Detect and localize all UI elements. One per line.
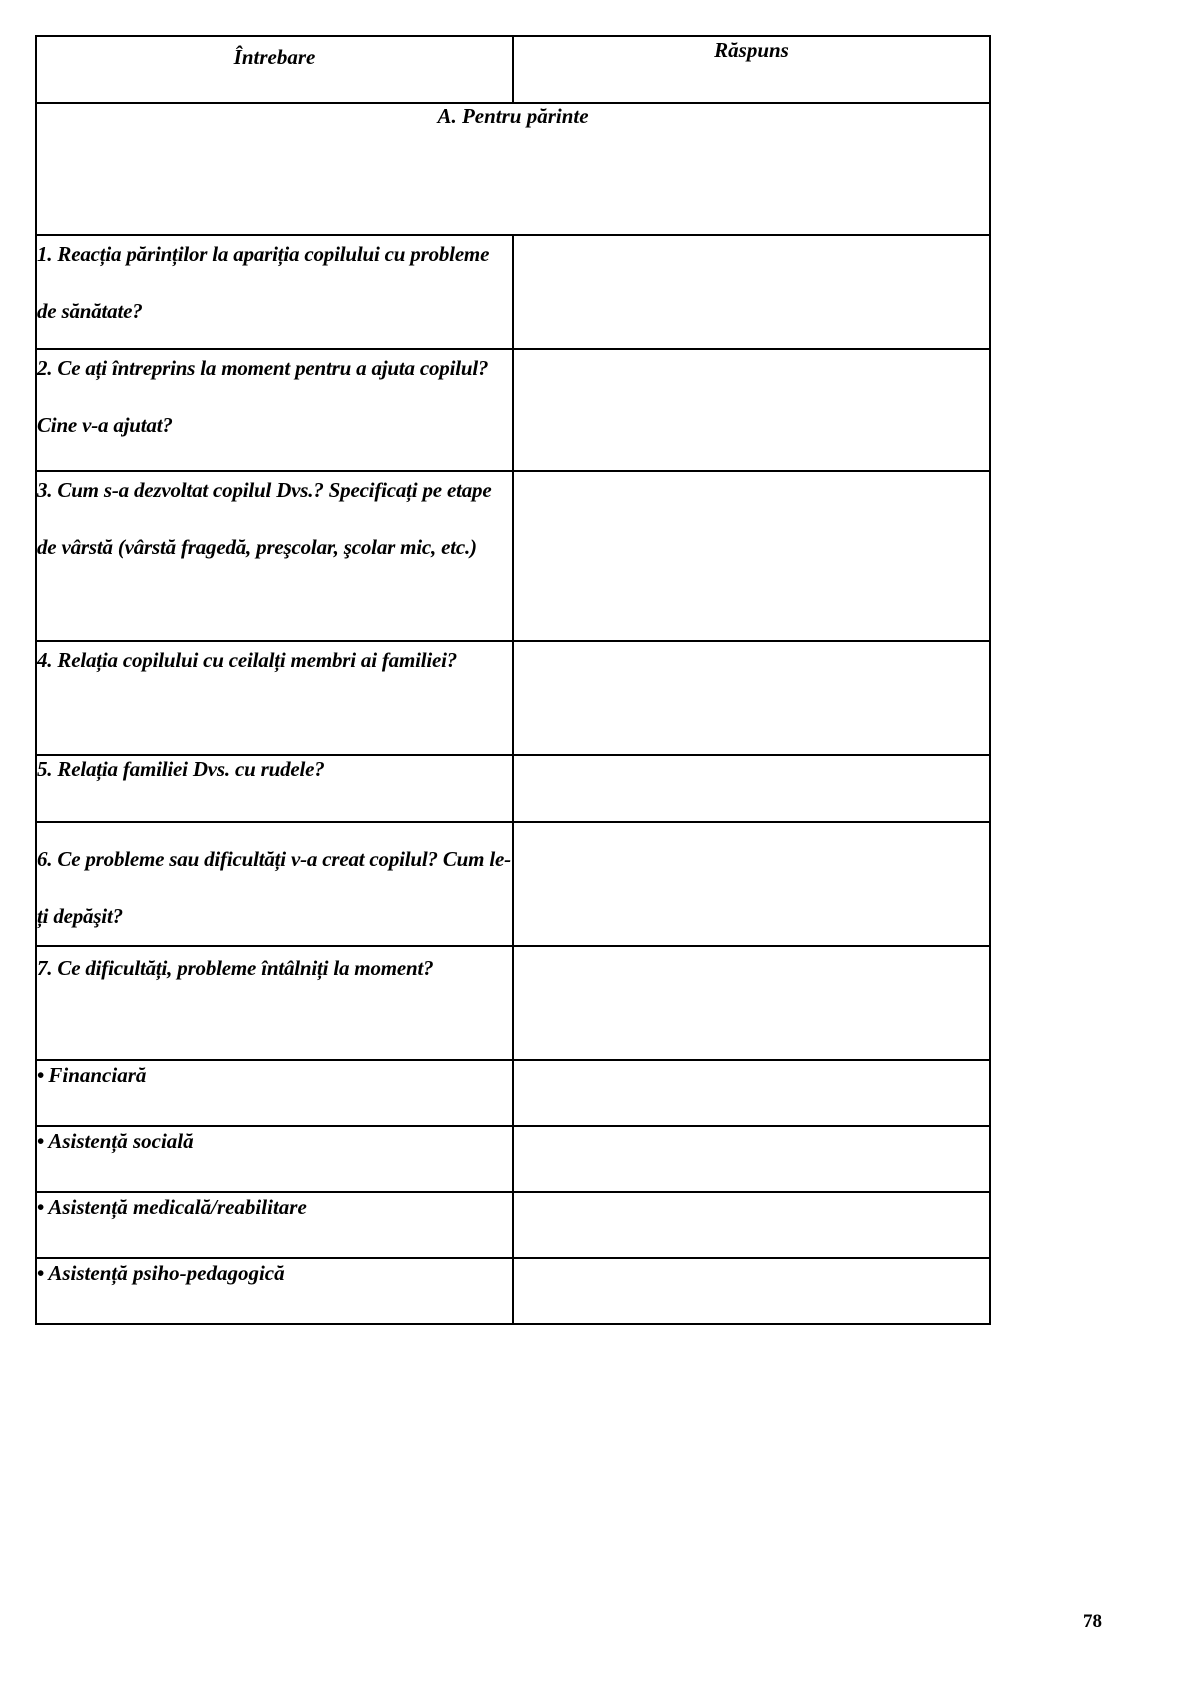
answer-column-header: Răspuns bbox=[513, 36, 990, 103]
table-row bbox=[36, 822, 990, 946]
answer-cell[interactable] bbox=[513, 946, 990, 1060]
answer-cell[interactable] bbox=[513, 822, 990, 946]
answer-cell[interactable] bbox=[513, 1060, 990, 1126]
bullet-icon: • bbox=[37, 1129, 45, 1153]
sub-item-text: Asistență psiho-pedagogică bbox=[48, 1261, 285, 1285]
question-text: 6. Ce probleme sau dificultăți v-a creat copilul? Cum le-ți depăşit? bbox=[37, 847, 511, 928]
table-row bbox=[36, 641, 990, 755]
section-title-cell bbox=[36, 103, 990, 235]
answer-cell[interactable] bbox=[513, 755, 990, 822]
question-text: 4. Relația copilului cu ceilalți membri ai familiei? bbox=[37, 648, 458, 672]
sub-item-cell bbox=[36, 1258, 513, 1324]
answer-cell[interactable] bbox=[513, 1258, 990, 1324]
section-row bbox=[36, 103, 990, 235]
answer-cell[interactable] bbox=[513, 641, 990, 755]
question-cell bbox=[36, 471, 513, 641]
sub-item-row bbox=[36, 1060, 990, 1126]
table-row bbox=[36, 946, 990, 1060]
page-number: 78 bbox=[1083, 1611, 1102, 1632]
question-cell bbox=[36, 822, 513, 946]
question-text: 7. Ce dificultăți, probleme întâlniți la moment? bbox=[37, 956, 434, 980]
answer-cell[interactable] bbox=[513, 349, 990, 471]
question-cell bbox=[36, 946, 513, 1060]
question-cell bbox=[36, 755, 513, 822]
sub-item-text: Asistență socială bbox=[48, 1129, 194, 1153]
answer-cell[interactable] bbox=[513, 1192, 990, 1258]
question-cell bbox=[36, 641, 513, 755]
question-text: 3. Cum s-a dezvoltat copilul Dvs.? Specificați pe etape de vârstă (vârstă fragedă, preşcolar, şcolar mic, etc.) bbox=[37, 478, 492, 559]
question-cell bbox=[36, 349, 513, 471]
table-header-row bbox=[36, 36, 990, 103]
sub-item-row bbox=[36, 1192, 990, 1258]
table-row bbox=[36, 349, 990, 471]
sub-item-row bbox=[36, 1126, 990, 1192]
answer-cell[interactable] bbox=[513, 235, 990, 349]
bullet-icon: • bbox=[37, 1063, 45, 1087]
question-text: 5. Relația familiei Dvs. cu rudele? bbox=[37, 757, 325, 781]
answer-cell[interactable] bbox=[513, 1126, 990, 1192]
table-row bbox=[36, 471, 990, 641]
bullet-icon: • bbox=[37, 1261, 45, 1285]
answer-cell[interactable] bbox=[513, 471, 990, 641]
sub-item-cell bbox=[36, 1060, 513, 1126]
sub-item-cell bbox=[36, 1192, 513, 1258]
section-title: A. Pentru părinte bbox=[437, 104, 589, 128]
sub-item-row bbox=[36, 1258, 990, 1324]
question-cell bbox=[36, 235, 513, 349]
table-row bbox=[36, 755, 990, 822]
sub-item-text: Financiară bbox=[48, 1063, 147, 1087]
question-text: 2. Ce ați întreprins la moment pentru a ajuta copilul? Cine v-a ajutat? bbox=[37, 356, 489, 437]
questionnaire-table bbox=[35, 35, 991, 1325]
table-row bbox=[36, 235, 990, 349]
sub-item-text: Asistență medicală/reabilitare bbox=[48, 1195, 307, 1219]
question-text: 1. Reacția părinților la apariția copilului cu probleme de sănătate? bbox=[37, 242, 490, 323]
bullet-icon: • bbox=[37, 1195, 45, 1219]
question-column-header: Întrebare bbox=[36, 36, 513, 103]
sub-item-cell bbox=[36, 1126, 513, 1192]
